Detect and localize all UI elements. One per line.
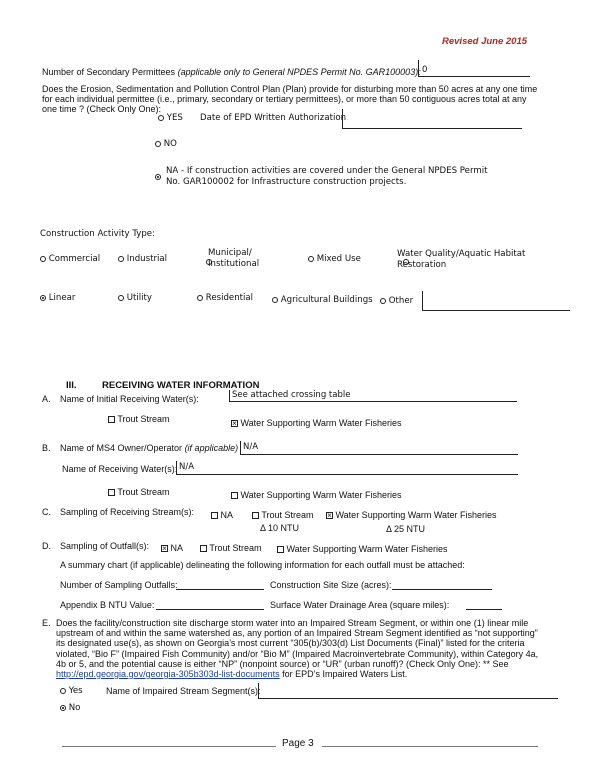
a-warm-checkbox[interactable]: × (232, 419, 237, 429)
d-trout-option[interactable] (200, 543, 262, 553)
construction-activity-title: Construction Activity Type: (40, 229, 155, 239)
initial-receiving-water-value: See attached crossing table (232, 390, 351, 400)
section-number: III. (66, 380, 77, 391)
a-warm-label: Water Supporting Warm Water Fisheries (240, 418, 402, 428)
construction-residential-radio[interactable] (197, 295, 203, 301)
construction-linear-radio[interactable] (40, 295, 46, 301)
epd-authorization-date-label: Date of EPD Written Authorization (200, 113, 347, 123)
drainage-area-label: Surface Water Drainage Area (square miles): (270, 600, 450, 610)
construction-linear-option[interactable] (40, 293, 75, 303)
d-trout-checkbox[interactable] (200, 545, 207, 552)
epd-authorization-date-field[interactable] (342, 109, 522, 129)
construction-linear-label: Linear (48, 293, 76, 303)
c-na-option[interactable] (211, 510, 233, 520)
impaired-no-label: No (68, 703, 81, 713)
ntu-25-label: Δ 25 NTU (386, 524, 426, 534)
construction-commercial-radio[interactable] (40, 256, 46, 262)
impaired-yes-radio[interactable] (60, 688, 66, 694)
revised-date: Revised June 2015 (442, 36, 528, 47)
construction-utility-radio[interactable] (118, 295, 124, 301)
disturb-yes-radio[interactable] (158, 115, 164, 121)
receiving-water-field[interactable] (176, 461, 518, 475)
section-title: RECEIVING WATER INFORMATION (102, 380, 260, 391)
disturb-no-radio[interactable] (155, 141, 161, 147)
outfall-sampling-label: Sampling of Outfall(s): (60, 541, 150, 551)
ms4-owner-field[interactable] (240, 441, 518, 455)
secondary-permittees-label: Number of Secondary Permittees (42, 67, 176, 77)
construction-mixed-label: Mixed Use (316, 254, 361, 264)
impaired-stream-question (56, 618, 540, 679)
item-a-letter: A. (42, 394, 51, 404)
d-na-option[interactable] (161, 543, 183, 553)
d-na-label: NA (170, 543, 184, 553)
initial-receiving-water-field[interactable] (229, 390, 517, 402)
item-b-letter: B. (42, 443, 51, 453)
receiving-water-label: Name of Receiving Water(s): (62, 464, 178, 474)
construction-utility-label: Utility (126, 293, 153, 303)
impaired-stream-text: Does the facility/construction site discharge storm water into an Impaired Stream Segment, or within one (1) linear mile upstream of and within the same watershed as, any portion of an Impaired Stream Segment identified as “not supporting” its designated use(s), as shown on Georgia’s most current “305(b)/303(d) List Documents (Final)” listed for the criteria violated, “Bio F” (Impaired Fish Community) and/or “Bio M” (Impaired Macroinvertebrate Community), within Category 4a, 4b or 5, and the potential cause is either “NP” (nonpoint source) or “UR” (urban runoff)? (Check Only One): ** See (56, 618, 539, 669)
c-warm-option[interactable] (326, 510, 497, 520)
appendix-b-ntu-label: Appendix B NTU Value: (60, 600, 155, 610)
impaired-waters-link[interactable]: http://epd.georgia.gov/georgia-305b303d-list-documents (56, 669, 280, 680)
b-trout-checkbox[interactable] (108, 489, 115, 496)
construction-other-field[interactable] (422, 291, 570, 311)
secondary-permittees-value: 0 (422, 65, 428, 75)
page-number: Page 3 (282, 738, 314, 749)
ms4-owner-label-wrap (60, 443, 238, 453)
ntu-10-label: Δ 10 NTU (260, 523, 300, 533)
construction-other-radio[interactable] (380, 298, 386, 304)
receiving-sampling-label: Sampling of Receiving Stream(s): (60, 507, 195, 517)
b-trout-label: Trout Stream (117, 487, 170, 497)
construction-mixed-option[interactable] (308, 254, 361, 264)
construction-utility-option[interactable] (118, 293, 152, 303)
construction-industrial-radio[interactable] (118, 256, 124, 262)
appendix-b-ntu-field[interactable] (156, 609, 264, 610)
construction-industrial-option[interactable] (118, 254, 167, 264)
disturb-na-label: NA - If construction activities are covered under the General NPDES Permit No. GAR100002 for Infrastructure construction projects. (166, 166, 488, 187)
impaired-segment-field[interactable] (258, 683, 558, 699)
c-na-checkbox[interactable] (211, 512, 218, 519)
construction-municipal-label: Municipal/ Institutional (208, 248, 260, 269)
impaired-stream-after-link: for EPD’s Impaired Waters List. (282, 669, 408, 680)
item-c-letter: C. (42, 507, 51, 517)
construction-residential-label: Residential (205, 293, 254, 303)
item-d-letter: D. (42, 541, 51, 551)
construction-water-label: Water Quality/Aquatic Habitat Restoration (397, 249, 526, 270)
disturb-no-option[interactable] (155, 139, 177, 149)
drainage-area-field[interactable] (466, 609, 502, 610)
construction-agricultural-label: Agricultural Buildings (280, 295, 373, 305)
construction-other-option[interactable] (380, 296, 413, 306)
construction-mixed-radio[interactable] (308, 256, 314, 262)
impaired-yes-label: Yes (68, 686, 83, 696)
construction-agricultural-option[interactable] (272, 295, 373, 305)
d-warm-option[interactable] (277, 544, 448, 554)
ms4-owner-value: N/A (243, 442, 259, 452)
outfall-summary-note: A summary chart (if applicable) delineating the following information for each outfall must be attached: (60, 560, 465, 570)
a-warm-option[interactable] (231, 418, 402, 428)
c-na-label: NA (220, 510, 234, 520)
disturb-yes-option[interactable] (158, 113, 183, 123)
secondary-permittees-question (42, 67, 421, 77)
disturb-question: Does the Erosion, Sedimentation and Pollution Control Plan (Plan) provide for disturbing more than 50 acres at any one time for each individual permittee (i.e., primary, secondary or tertiary permittees), or more than 50 contiguous acres total at any one time ? (Check Only One): (42, 84, 538, 114)
site-size-field[interactable] (392, 589, 492, 590)
item-e-letter: E. (42, 618, 51, 628)
c-trout-option[interactable] (252, 510, 314, 520)
disturb-yes-label: YES (166, 113, 183, 123)
d-na-checkbox[interactable]: × (162, 544, 167, 554)
receiving-water-value: N/A (179, 462, 195, 472)
num-sampling-outfalls-label: Number of Sampling Outfalls: (60, 580, 178, 590)
ms4-owner-note: (if applicable) (184, 443, 239, 453)
footer-rule-left (62, 746, 276, 747)
impaired-segment-label: Name of Impaired Stream Segment(s): (106, 686, 261, 696)
construction-other-label: Other (388, 296, 414, 306)
b-warm-label: Water Supporting Warm Water Fisheries (240, 490, 402, 500)
secondary-permittees-field[interactable] (418, 60, 530, 77)
b-warm-checkbox[interactable] (231, 492, 238, 499)
impaired-no-option[interactable] (60, 703, 80, 713)
initial-receiving-water-label: Name of Initial Receiving Water(s): (60, 394, 199, 404)
secondary-permittees-note: (applicable only to General NPDES Permit No. GAR100003): (177, 67, 421, 77)
c-warm-checkbox[interactable]: × (327, 511, 332, 521)
disturb-no-label: NO (163, 139, 177, 149)
a-trout-option[interactable] (108, 414, 170, 424)
construction-commercial-label: Commercial (48, 254, 101, 264)
footer-rule-right (322, 746, 538, 747)
b-trout-option[interactable] (108, 487, 170, 497)
construction-residential-option[interactable] (197, 293, 253, 303)
site-size-label: Construction Site Size (acres): (270, 580, 392, 590)
construction-commercial-option[interactable] (40, 254, 100, 264)
impaired-no-radio[interactable] (60, 705, 66, 711)
construction-agricultural-radio[interactable] (272, 297, 278, 303)
b-warm-option[interactable] (231, 490, 402, 500)
construction-industrial-label: Industrial (126, 254, 168, 264)
c-trout-checkbox[interactable] (252, 512, 259, 519)
d-warm-label: Water Supporting Warm Water Fisheries (286, 544, 448, 554)
c-trout-label: Trout Stream (261, 510, 314, 520)
num-sampling-outfalls-field[interactable] (176, 589, 264, 590)
a-trout-label: Trout Stream (117, 414, 170, 424)
a-trout-checkbox[interactable] (108, 416, 115, 423)
d-warm-checkbox[interactable] (277, 546, 284, 553)
disturb-na-radio[interactable] (155, 174, 161, 180)
ms4-owner-label: Name of MS4 Owner/Operator (60, 443, 183, 453)
d-trout-label: Trout Stream (209, 543, 262, 553)
impaired-yes-option[interactable] (60, 686, 83, 696)
c-warm-label: Water Supporting Warm Water Fisheries (335, 510, 497, 520)
